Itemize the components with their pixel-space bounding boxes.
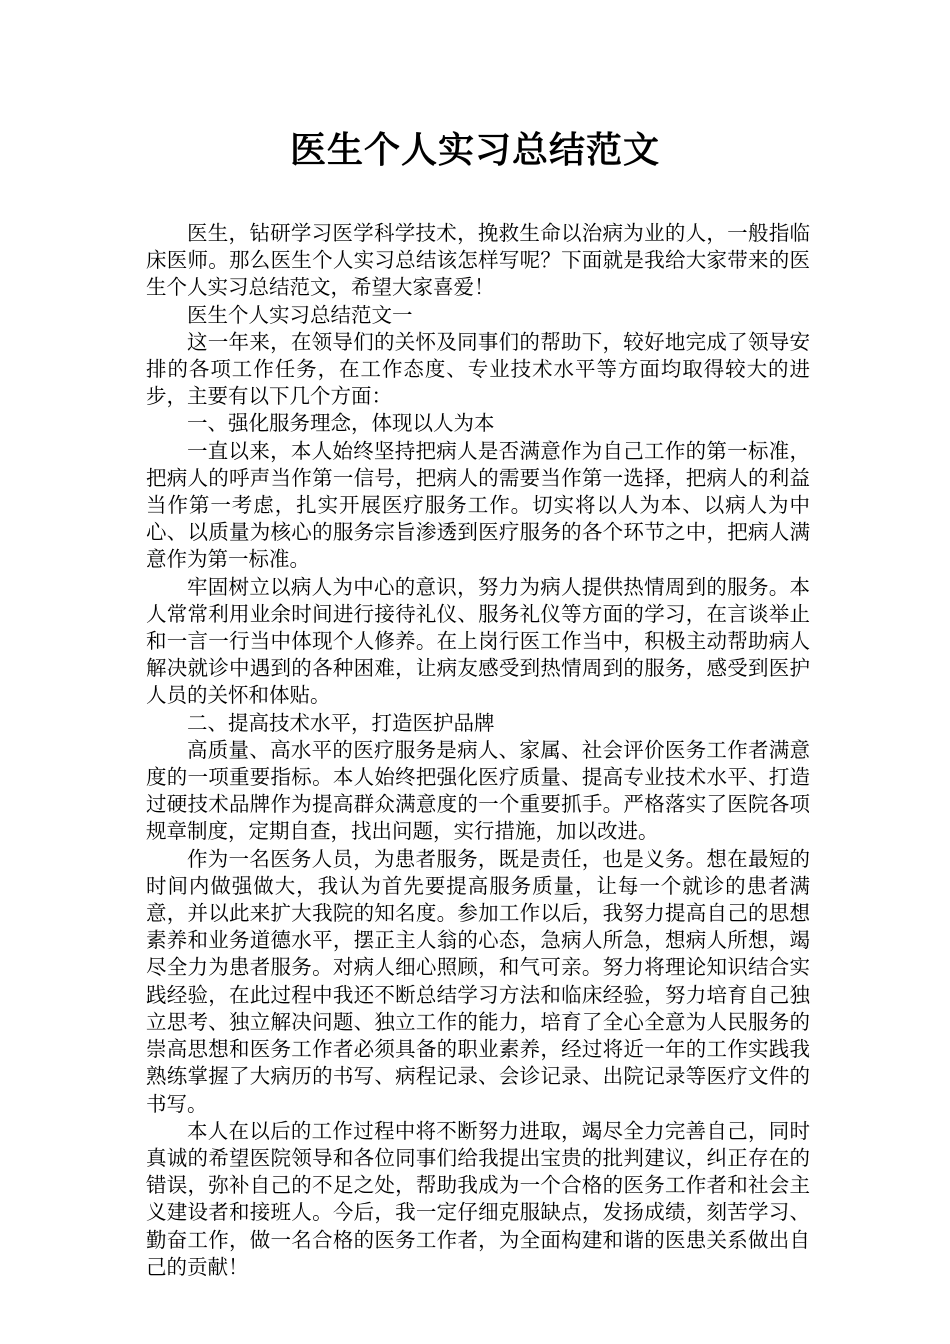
section-heading-1: 一、强化服务理念，体现以人为本 (187, 411, 495, 436)
paragraph-overview: 这一年来，在领导们的关怀及同事们的帮助下，较好地完成了领导安排的各项工作任务，在工作态度、专业技术水平等方面均取得较大的进步，主要有以下几个方面： (146, 329, 810, 409)
paragraph-sample-heading: 医生个人实习总结范文一 (187, 302, 413, 327)
paragraph-conclusion: 本人在以后的工作过程中将不断努力进取，竭尽全力完善自己，同时真诚的希望医院领导和各位同事们给我提出宝贵的批判建议，纠正存在的错误，弥补自己的不足之处，帮助我成为一个合格的医务工作者和社会主义建设者和接班人。今后，我一定仔细克服缺点，发扬成绩，刻苦学习、勤奋工作，做一名合格的医务工作者，为全面构建和谐的医患关系做出自己的贡献！ (146, 1118, 810, 1279)
document-body (146, 220, 810, 1281)
paragraph-section-1a: 一直以来，本人始终坚持把病人是否满意作为自己工作的第一标准，把病人的呼声当作第一信号，把病人的需要当作第一选择，把病人的利益当作第一考虑，扎实开展医疗服务工作。切实将以人为本、以病人为中心、以质量为核心的服务宗旨渗透到医疗服务的各个环节之中，把病人满意作为第一标准。 (146, 438, 810, 572)
document-title: 医生个人实习总结范文 (289, 130, 660, 171)
paragraph-section-1b: 牢固树立以病人为中心的意识，努力为病人提供热情周到的服务。本人常常利用业余时间进行接待礼仪、服务礼仪等方面的学习，在言谈举止和一言一行当中体现个人修养。在上岗行医工作当中，积极主动帮助病人解决就诊中遇到的各种困难，让病友感受到热情周到的服务，感受到医护人员的关怀和体贴。 (146, 574, 810, 708)
section-heading-2: 二、提高技术水平，打造医护品牌 (187, 710, 495, 735)
paragraph-section-2b: 作为一名医务人员，为患者服务，既是责任，也是义务。想在最短的时间内做强做大，我认为首先要提高服务质量，让每一个就诊的患者满意，并以此来扩大我院的知名度。参加工作以后，我努力提高自己的思想素养和业务道德水平，摆正主人翁的心态，急病人所急，想病人所想，竭尽全力为患者服务。对病人细心照顾，和气可亲。努力将理论知识结合实践经验，在此过程中我还不断总结学习方法和临床经验，努力培育自己独立思考、独立解决问题、独立工作的能力，培育了全心全意为人民服务的崇高思想和医务工作者必须具备的职业素养，经过将近一年的工作实践我熟练掌握了大病历的书写、病程记录、会诊记录、出院记录等医疗文件的书写。 (146, 846, 810, 1116)
paragraph-section-2a: 高质量、高水平的医疗服务是病人、家属、社会评价医务工作者满意度的一项重要指标。本人始终把强化医疗质量、提高专业技术水平、打造过硬技术品牌作为提高群众满意度的一个重要抓手。严格落实了医院各项规章制度，定期自查，找出问题，实行措施，加以改进。 (146, 737, 810, 844)
paragraph-intro: 医生，钻研学习医学科学技术，挽救生命以治病为业的人，一般指临床医师。那么医生个人实习总结该怎样写呢？下面就是我给大家带来的医生个人实习总结范文，希望大家喜爱！ (146, 221, 810, 300)
